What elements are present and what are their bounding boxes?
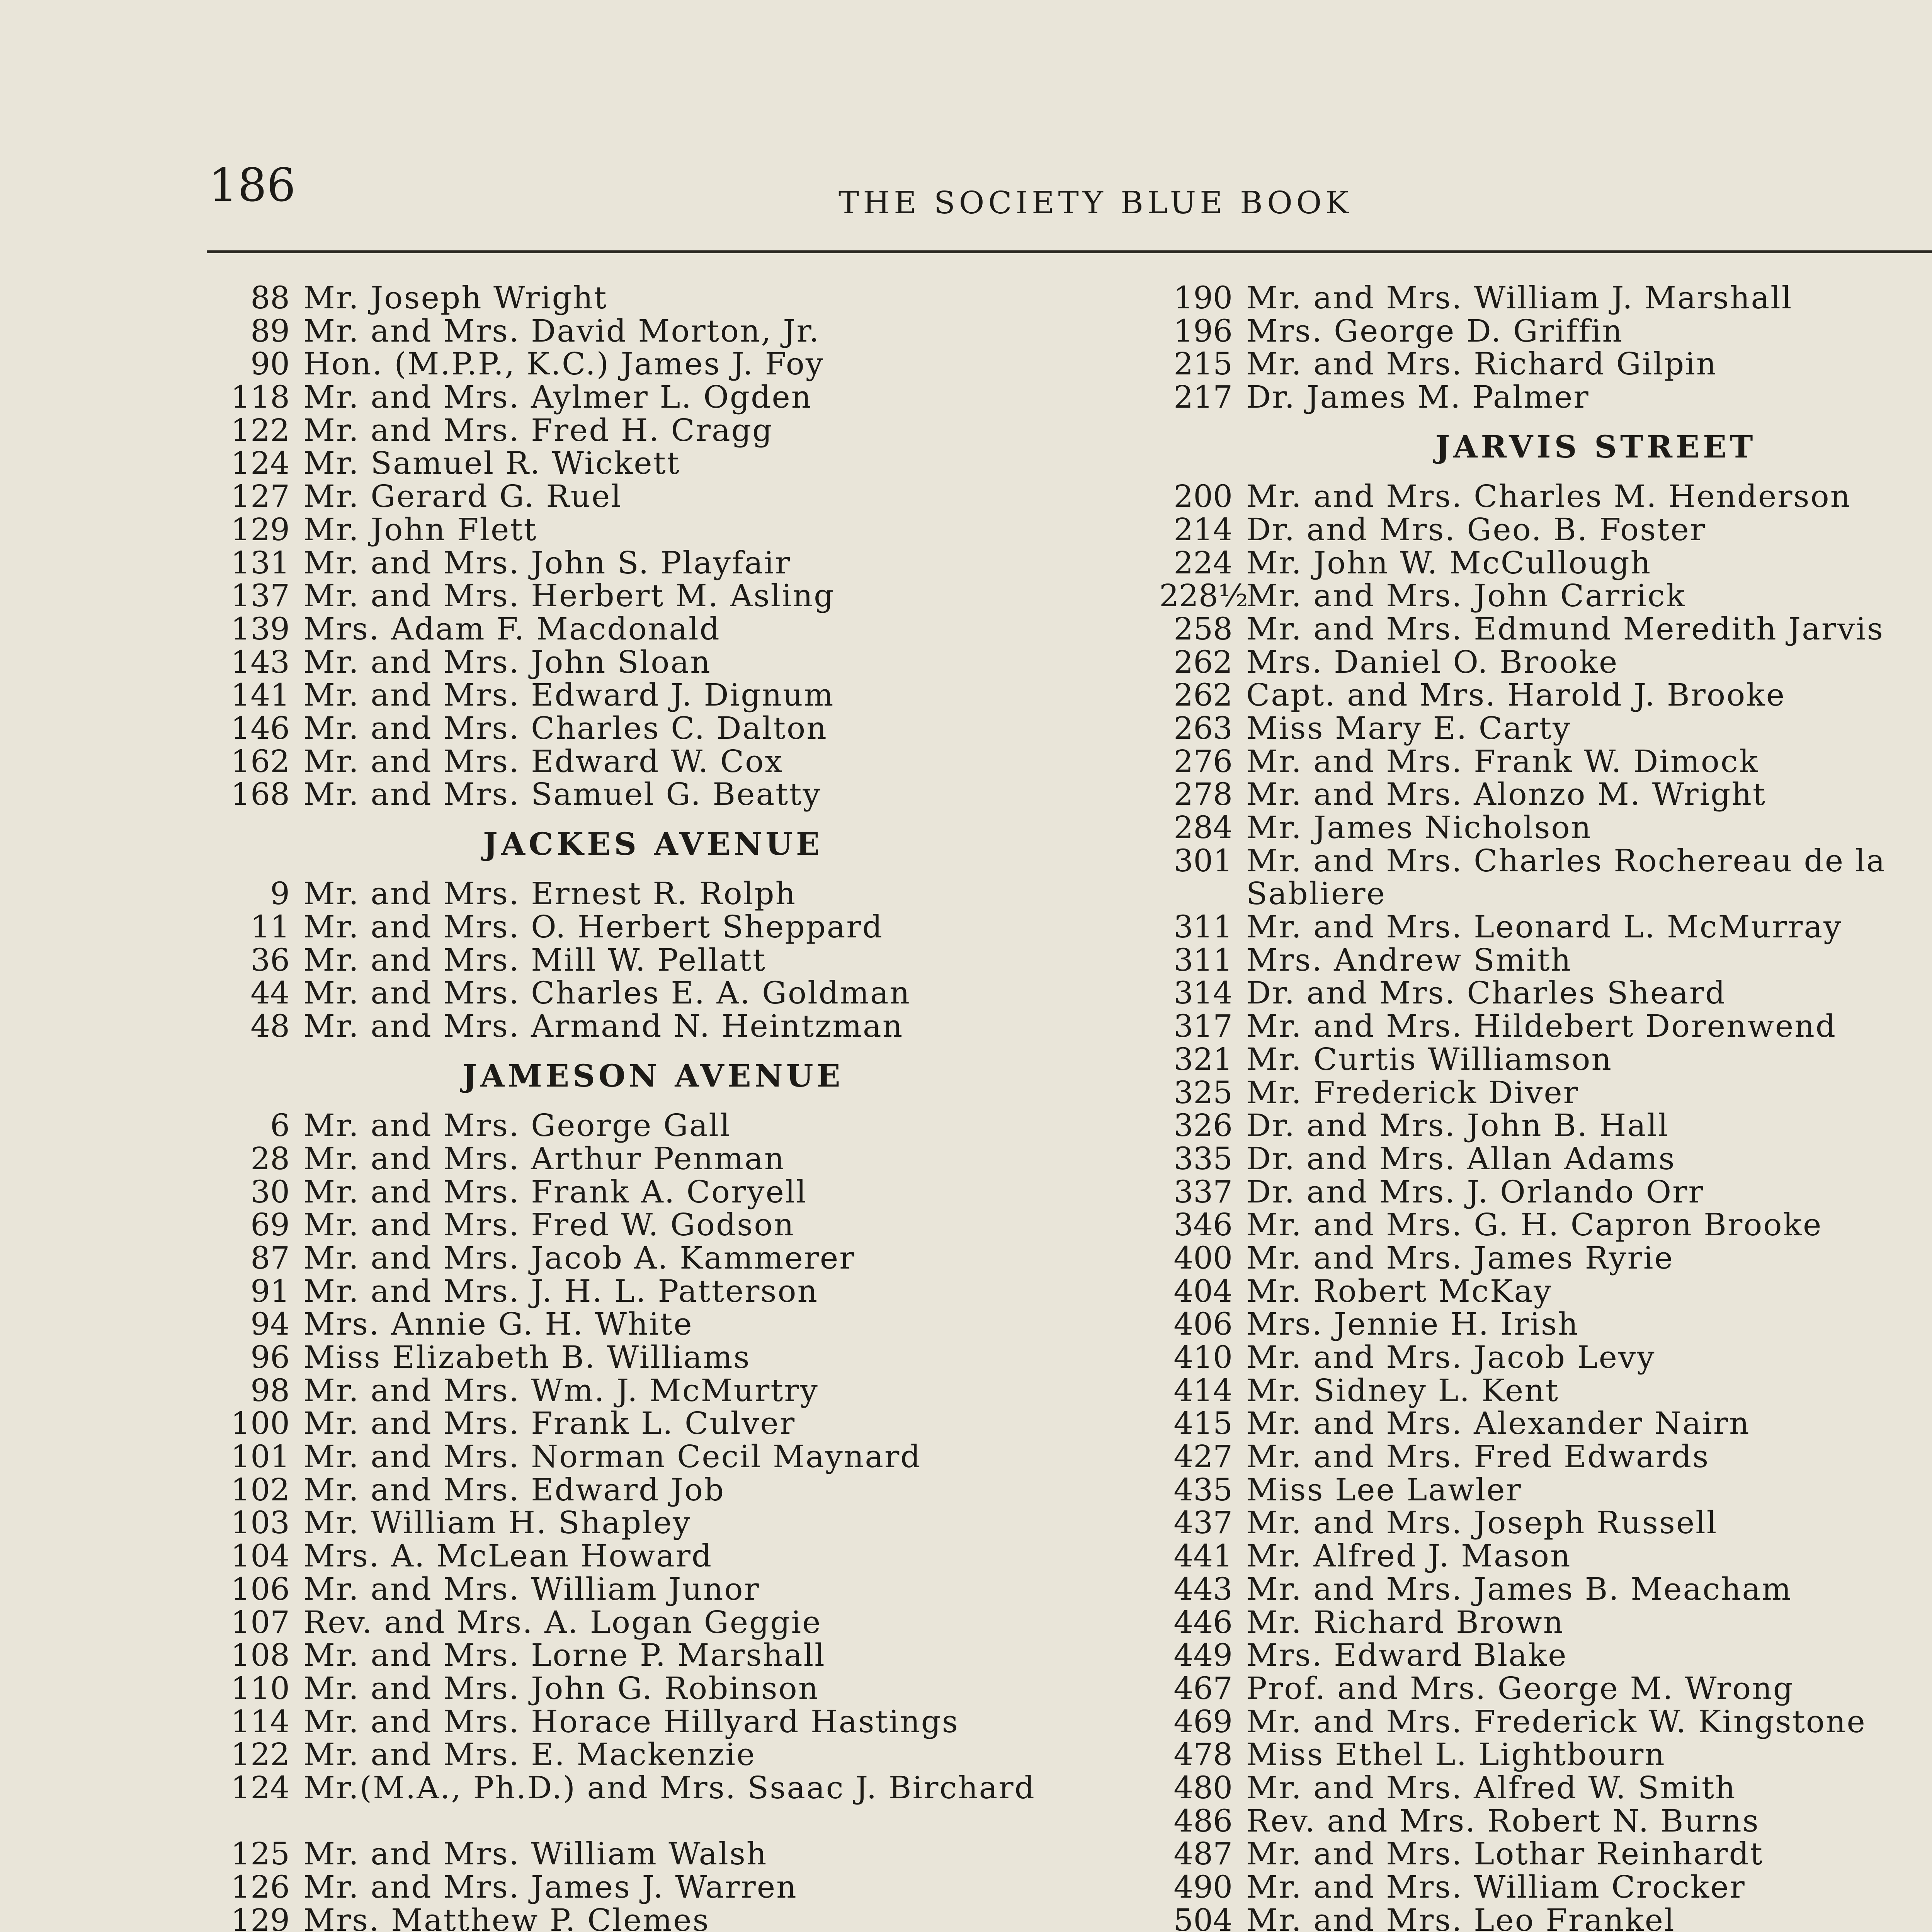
resident-name: Mr. and Mrs. Ernest R. Rolph	[303, 876, 797, 912]
directory-entry	[1159, 1506, 1932, 1539]
house-number: 137	[231, 578, 290, 614]
house-number: 87	[250, 1240, 290, 1276]
house-number: 262	[1173, 644, 1233, 680]
house-number: 435	[1173, 1471, 1233, 1508]
house-number: 143	[231, 644, 290, 680]
house-number: 263	[1173, 710, 1233, 746]
house-number: 311	[1173, 942, 1233, 978]
resident-name: Mr. and Mrs. Alfred W. Smith	[1246, 1769, 1736, 1806]
resident-name: Mr. and Mrs. Charles C. Dalton	[303, 710, 828, 746]
house-number: 139	[231, 611, 290, 647]
house-number: 110	[231, 1670, 290, 1706]
directory-entry	[216, 1871, 1090, 1904]
directory-entry	[216, 877, 1090, 910]
house-number: 441	[1173, 1538, 1233, 1574]
resident-name: Mr. James Nicholson	[1246, 810, 1592, 846]
house-number: 129	[231, 1902, 290, 1932]
house-number: 124	[231, 1769, 290, 1806]
resident-name: Mr. Samuel R. Wickett	[303, 445, 680, 481]
directory-entry	[216, 1639, 1090, 1672]
resident-name: Mr. and Mrs. James J. Warren	[303, 1869, 798, 1905]
directory-entry	[1159, 1242, 1932, 1275]
house-number: 478	[1173, 1736, 1233, 1773]
directory-entry	[216, 1175, 1090, 1209]
resident-name: Mrs. Annie G. H. White	[303, 1306, 693, 1342]
house-number: 404	[1173, 1273, 1233, 1309]
house-number: 106	[231, 1571, 290, 1607]
resident-name: Mr. and Mrs. Frank A. Coryell	[303, 1173, 807, 1210]
house-number: 196	[1173, 313, 1233, 349]
house-number: 127	[231, 478, 290, 515]
house-number: 91	[250, 1273, 290, 1309]
house-number: 88	[250, 280, 290, 316]
house-number: 168	[231, 776, 290, 813]
house-number: 335	[1173, 1140, 1233, 1177]
directory-entry	[1159, 480, 1932, 513]
resident-name: Mr. and Mrs. James B. Meacham	[1246, 1571, 1793, 1607]
resident-name: Miss Mary E. Carty	[1246, 710, 1571, 746]
resident-name: Miss Lee Lawler	[1246, 1471, 1522, 1508]
house-number: 190	[1173, 280, 1233, 316]
directory-entry	[1159, 976, 1932, 1010]
resident-name: Mr. and Mrs. Fred W. Godson	[303, 1207, 795, 1243]
house-number: 258	[1173, 611, 1233, 647]
directory-entry	[216, 976, 1090, 1010]
resident-name: Prof. and Mrs. George M. Wrong	[1246, 1670, 1794, 1706]
resident-name: Mr. John W. McCullough	[1246, 544, 1652, 581]
resident-name: Rev. and Mrs. Robert N. Burns	[1246, 1803, 1760, 1839]
directory-entry	[1159, 1904, 1932, 1932]
directory-entry	[1159, 1473, 1932, 1507]
resident-name: Mr. William H. Shapley	[303, 1505, 692, 1541]
resident-name: Mr. Gerard G. Ruel	[303, 478, 622, 515]
directory-entry	[1159, 1738, 1932, 1771]
directory-entry	[216, 1275, 1090, 1308]
directory-entry	[1159, 1341, 1932, 1374]
house-number: 44	[250, 975, 290, 1011]
house-number: 228½	[1159, 578, 1248, 614]
directory-entry	[216, 1341, 1090, 1374]
resident-name: Mr. and Mrs. Samuel G. Beatty	[303, 776, 821, 813]
resident-name: Mr. Alfred J. Mason	[1246, 1538, 1571, 1574]
resident-name: Mr. and Mrs. John S. Playfair	[303, 544, 791, 581]
resident-name: Mr. and Mrs. Lorne P. Marshall	[303, 1637, 826, 1673]
directory-entry	[216, 1407, 1090, 1440]
resident-name: Mr. and Mrs. Aylmer L. Ogden	[303, 379, 813, 415]
directory-entry	[1159, 1639, 1932, 1672]
directory-entry	[1159, 778, 1932, 811]
resident-name: Mrs. Matthew P. Clemes	[303, 1902, 710, 1932]
directory-entry	[1159, 1374, 1932, 1407]
resident-name: Mr. John Flett	[303, 511, 537, 548]
resident-name: Mr. and Mrs. Wm. J. McMurtry	[303, 1372, 819, 1408]
directory-entry	[1159, 1010, 1932, 1043]
house-number: 487	[1173, 1836, 1233, 1872]
house-number: 427	[1173, 1439, 1233, 1475]
house-number: 284	[1173, 810, 1233, 846]
resident-name: Mr. and Mrs. Frank W. Dimock	[1246, 743, 1759, 779]
directory-entry	[216, 1473, 1090, 1507]
house-number: 101	[231, 1439, 290, 1475]
page-number: 186	[209, 158, 296, 212]
directory-entry	[1159, 546, 1932, 580]
house-number: 98	[250, 1372, 290, 1408]
directory-entry	[1159, 944, 1932, 977]
house-number: 278	[1173, 776, 1233, 813]
house-number: 415	[1173, 1405, 1233, 1442]
directory-entry	[216, 447, 1090, 480]
directory-entry	[1159, 1705, 1932, 1738]
directory-entry	[1159, 844, 1932, 910]
resident-name: Mr. Robert McKay	[1246, 1273, 1553, 1309]
house-number: 36	[250, 942, 290, 978]
resident-name: Mr. and Mrs. John Carrick	[1246, 578, 1686, 614]
directory-entry	[216, 712, 1090, 745]
resident-name: Mr. and Mrs. Horace Hillyard Hastings	[303, 1703, 959, 1740]
house-number: 214	[1173, 511, 1233, 548]
house-number: 443	[1173, 1571, 1233, 1607]
directory-entry	[216, 1440, 1090, 1473]
directory-entry	[216, 1573, 1090, 1606]
resident-name: Mr. and Mrs. G. H. Capron Brooke	[1246, 1207, 1823, 1243]
house-number: 326	[1173, 1107, 1233, 1144]
house-number: 11	[250, 909, 290, 945]
house-number: 480	[1173, 1769, 1233, 1806]
resident-name: Mr. and Mrs. Joseph Russell	[1246, 1505, 1718, 1541]
directory-entry	[1159, 1771, 1932, 1804]
house-number: 325	[1173, 1074, 1233, 1111]
resident-name: Mrs. George D. Griffin	[1246, 313, 1623, 349]
directory-entry	[1159, 646, 1932, 679]
house-number: 217	[1173, 379, 1233, 415]
resident-name: Dr. and Mrs. Charles Sheard	[1246, 975, 1726, 1011]
directory-entry	[216, 1837, 1090, 1871]
directory-entry	[1159, 1076, 1932, 1109]
resident-name: Mr. and Mrs. Frederick W. Kingstone	[1246, 1703, 1866, 1740]
house-number: 490	[1173, 1869, 1233, 1905]
directory-entry	[216, 1539, 1090, 1573]
directory-entry	[216, 1208, 1090, 1242]
resident-name: Mr. and Mrs. O. Herbert Sheppard	[303, 909, 883, 945]
house-number: 104	[231, 1538, 290, 1574]
directory-entry	[216, 1738, 1090, 1771]
directory-entry	[216, 347, 1090, 381]
resident-name: Mrs. Adam F. Macdonald	[303, 611, 721, 647]
house-number: 89	[250, 313, 290, 349]
house-number: 129	[231, 511, 290, 548]
house-number: 126	[231, 1869, 290, 1905]
house-number: 276	[1173, 743, 1233, 779]
house-number: 146	[231, 710, 290, 746]
resident-name: Mr. and Mrs. James Ryrie	[1246, 1240, 1674, 1276]
resident-name: Mr. Frederick Diver	[1246, 1074, 1579, 1111]
resident-name: Mr. and Mrs. Hildebert Dorenwend	[1246, 1008, 1837, 1044]
directory-entry	[1159, 513, 1932, 546]
resident-name: Mr. and Mrs. Charles Rochereau de la Sabliere	[1246, 842, 1886, 912]
directory-entry	[216, 745, 1090, 778]
directory-entry	[216, 1904, 1090, 1932]
house-number: 9	[270, 876, 290, 912]
house-number: 467	[1173, 1670, 1233, 1706]
directory-entry	[216, 315, 1090, 348]
house-number: 69	[250, 1207, 290, 1243]
house-number: 90	[250, 346, 290, 382]
resident-name: Mr. and Mrs. Alonzo M. Wright	[1246, 776, 1767, 813]
house-number: 414	[1173, 1372, 1233, 1408]
house-number: 410	[1173, 1339, 1233, 1376]
resident-name: Mr. and Mrs. Jacob A. Kammerer	[303, 1240, 855, 1276]
house-number: 301	[1173, 842, 1233, 879]
house-number: 449	[1173, 1637, 1233, 1673]
resident-name: Miss Elizabeth B. Williams	[303, 1339, 751, 1376]
house-number: 314	[1173, 975, 1233, 1011]
directory-entry	[1159, 612, 1932, 646]
directory-entry	[216, 1705, 1090, 1738]
resident-name: Mr. and Mrs. Arthur Penman	[303, 1140, 786, 1177]
street-heading: JARVIS STREET	[1435, 428, 1757, 465]
resident-name: Dr. and Mrs. Geo. B. Foster	[1246, 511, 1706, 548]
directory-entry	[216, 1672, 1090, 1705]
resident-name: Mrs. Andrew Smith	[1246, 942, 1572, 978]
house-number: 118	[231, 379, 290, 415]
resident-name: Mr. and Mrs. Charles M. Henderson	[1246, 478, 1852, 515]
directory-entry	[1159, 811, 1932, 844]
resident-name: Mrs. Jennie H. Irish	[1246, 1306, 1579, 1342]
directory-entry	[216, 513, 1090, 546]
resident-name: Mr. Joseph Wright	[303, 280, 608, 316]
house-number: 108	[231, 1637, 290, 1673]
resident-name: Dr. and Mrs. John B. Hall	[1246, 1107, 1669, 1144]
house-number: 321	[1173, 1041, 1233, 1077]
house-number: 311	[1173, 909, 1233, 945]
directory-entry	[1159, 745, 1932, 778]
house-number: 400	[1173, 1240, 1233, 1276]
house-number: 100	[231, 1405, 290, 1442]
resident-name: Mr. and Mrs. Herbert M. Asling	[303, 578, 835, 614]
resident-name: Mr. Sidney L. Kent	[1246, 1372, 1559, 1408]
resident-name: Mrs. A. McLean Howard	[303, 1538, 713, 1574]
directory-entry	[1159, 1275, 1932, 1308]
resident-name: Mr. and Mrs. Fred H. Cragg	[303, 412, 774, 448]
resident-name: Mr. and Mrs. William J. Marshall	[1246, 280, 1793, 316]
directory-entry	[216, 1506, 1090, 1539]
directory-entry	[1159, 281, 1932, 315]
directory-entry	[1159, 1871, 1932, 1904]
directory-entry	[216, 612, 1090, 646]
directory-entry	[1159, 1407, 1932, 1440]
directory-entry	[1159, 910, 1932, 944]
directory-entry	[1159, 1109, 1932, 1142]
directory-entry	[1159, 712, 1932, 745]
directory-entry	[216, 1374, 1090, 1407]
directory-entry	[216, 1771, 1090, 1837]
house-number: 107	[231, 1604, 290, 1640]
resident-name: Mr. and Mrs. William Junor	[303, 1571, 760, 1607]
running-head-title: THE SOCIETY BLUE BOOK	[838, 185, 1353, 221]
right-column	[1159, 281, 1932, 1932]
resident-name: Mr. and Mrs. Fred Edwards	[1246, 1439, 1710, 1475]
house-number: 486	[1173, 1803, 1233, 1839]
house-number: 102	[231, 1471, 290, 1508]
directory-entry	[1159, 679, 1932, 712]
directory-entry	[216, 1606, 1090, 1639]
resident-name: Mr. and Mrs. Jacob Levy	[1246, 1339, 1656, 1376]
resident-name: Mr. and Mrs. William Crocker	[1246, 1869, 1746, 1905]
house-number: 122	[231, 1736, 290, 1773]
house-number: 406	[1173, 1306, 1233, 1342]
resident-name: Mr. and Mrs. Leo Frankel	[1246, 1902, 1675, 1932]
resident-name: Mr. and Mrs. Richard Gilpin	[1246, 346, 1718, 382]
resident-name: Mr. and Mrs. Edward J. Dignum	[303, 677, 835, 713]
resident-name: Dr. James M. Palmer	[1246, 379, 1590, 415]
resident-name: Mr. and Mrs. David Morton, Jr.	[303, 313, 820, 349]
directory-entry	[216, 546, 1090, 580]
resident-name: Mr. and Mrs. Alexander Nairn	[1246, 1405, 1750, 1442]
header-rule	[207, 250, 1932, 253]
directory-entry	[1159, 1837, 1932, 1871]
house-number: 215	[1173, 346, 1233, 382]
resident-name: Mr. and Mrs. Mill W. Pellatt	[303, 942, 767, 978]
resident-name: Mr. and Mrs. E. Mackenzie	[303, 1736, 756, 1773]
house-number: 114	[231, 1703, 290, 1740]
directory-entry	[216, 480, 1090, 513]
resident-name: Mr. and Mrs. Leonard L. McMurray	[1246, 909, 1842, 945]
resident-name: Mr. and Mrs. Frank L. Culver	[303, 1405, 796, 1442]
house-number: 103	[231, 1505, 290, 1541]
directory-entry	[216, 1308, 1090, 1341]
resident-name: Mr. and Mrs. John G. Robinson	[303, 1670, 820, 1706]
resident-name: Mr. Curtis Williamson	[1246, 1041, 1612, 1077]
resident-name: Mr. and Mrs. John Sloan	[303, 644, 711, 680]
house-number: 141	[231, 677, 290, 713]
resident-name: Dr. and Mrs. Allan Adams	[1246, 1140, 1676, 1177]
house-number: 28	[250, 1140, 290, 1177]
resident-name: Mr. and Mrs. Armand N. Heintzman	[303, 1008, 904, 1044]
directory-entry	[1159, 1573, 1932, 1606]
resident-name: Mr. and Mrs. William Walsh	[303, 1836, 768, 1872]
house-number: 124	[231, 445, 290, 481]
directory-entry	[216, 1242, 1090, 1275]
resident-name: Mr. Richard Brown	[1246, 1604, 1565, 1640]
directory-entry	[1159, 1440, 1932, 1473]
directory-entry	[216, 579, 1090, 612]
directory-entry	[1159, 381, 1932, 414]
directory-entry	[1159, 1043, 1932, 1076]
resident-name: Mr. and Mrs. Lothar Reinhardt	[1246, 1836, 1764, 1872]
house-number: 122	[231, 412, 290, 448]
directory-entry	[1159, 1606, 1932, 1639]
street-heading: JAMESON AVENUE	[462, 1057, 844, 1094]
street-heading: JACKES AVENUE	[483, 826, 823, 862]
directory-entry	[1159, 1308, 1932, 1341]
resident-name: Capt. and Mrs. Harold J. Brooke	[1246, 677, 1786, 713]
left-column	[216, 281, 1090, 1932]
house-number: 437	[1173, 1505, 1233, 1541]
house-number: 446	[1173, 1604, 1233, 1640]
house-number: 131	[231, 544, 290, 581]
resident-name: Hon. (M.P.P., K.C.) James J. Foy	[303, 346, 825, 382]
resident-name: Mr. and Mrs. Charles E. A. Goldman	[303, 975, 911, 1011]
house-number: 504	[1173, 1902, 1233, 1932]
resident-name: Mr. and Mrs. Edmund Meredith Jarvis	[1246, 611, 1884, 647]
resident-name: Miss Ethel L. Lightbourn	[1246, 1736, 1666, 1773]
resident-name: Mr. and Mrs. Norman Cecil Maynard	[303, 1439, 922, 1475]
directory-entry	[216, 944, 1090, 977]
directory-entry	[1159, 1672, 1932, 1705]
house-number: 317	[1173, 1008, 1233, 1044]
directory-entry	[1159, 1804, 1932, 1838]
resident-name: Mr. and Mrs. George Gall	[303, 1107, 731, 1144]
house-number: 94	[250, 1306, 290, 1342]
resident-name: Mr. and Mrs. J. H. L. Patterson	[303, 1273, 819, 1309]
house-number: 162	[231, 743, 290, 779]
directory-entry	[216, 778, 1090, 811]
directory-entry	[1159, 1539, 1932, 1573]
directory-entry	[1159, 347, 1932, 381]
house-number: 30	[250, 1173, 290, 1210]
resident-name: Dr. and Mrs. J. Orlando Orr	[1246, 1173, 1704, 1210]
resident-name: Mr. and Mrs. Edward Job	[303, 1471, 725, 1508]
directory-entry	[1159, 315, 1932, 348]
house-number: 469	[1173, 1703, 1233, 1740]
directory-entry	[216, 281, 1090, 315]
house-number: 96	[250, 1339, 290, 1376]
house-number: 337	[1173, 1173, 1233, 1210]
directory-entry	[216, 646, 1090, 679]
directory-entry	[1159, 1142, 1932, 1175]
directory-entry	[216, 1010, 1090, 1043]
house-number: 346	[1173, 1207, 1233, 1243]
resident-name: Mrs. Edward Blake	[1246, 1637, 1568, 1673]
resident-name: Mrs. Daniel O. Brooke	[1246, 644, 1619, 680]
directory-entry	[216, 910, 1090, 944]
directory-entry	[1159, 1175, 1932, 1209]
directory-entry	[216, 679, 1090, 712]
resident-name: Mr.(M.A., Ph.D.) and Mrs. Ssaac J. Birchard	[303, 1769, 1036, 1806]
house-number: 125	[231, 1836, 290, 1872]
house-number: 48	[250, 1008, 290, 1044]
resident-name: Mr. and Mrs. Edward W. Cox	[303, 743, 784, 779]
house-number: 262	[1173, 677, 1233, 713]
directory-entry	[216, 414, 1090, 447]
directory-entry	[1159, 1208, 1932, 1242]
resident-name: Rev. and Mrs. A. Logan Geggie	[303, 1604, 822, 1640]
directory-entry	[1159, 579, 1932, 612]
directory-entry	[216, 1109, 1090, 1142]
directory-entry	[216, 381, 1090, 414]
house-number: 224	[1173, 544, 1233, 581]
directory-entry	[216, 1142, 1090, 1175]
house-number: 6	[270, 1107, 290, 1144]
house-number: 200	[1173, 478, 1233, 515]
